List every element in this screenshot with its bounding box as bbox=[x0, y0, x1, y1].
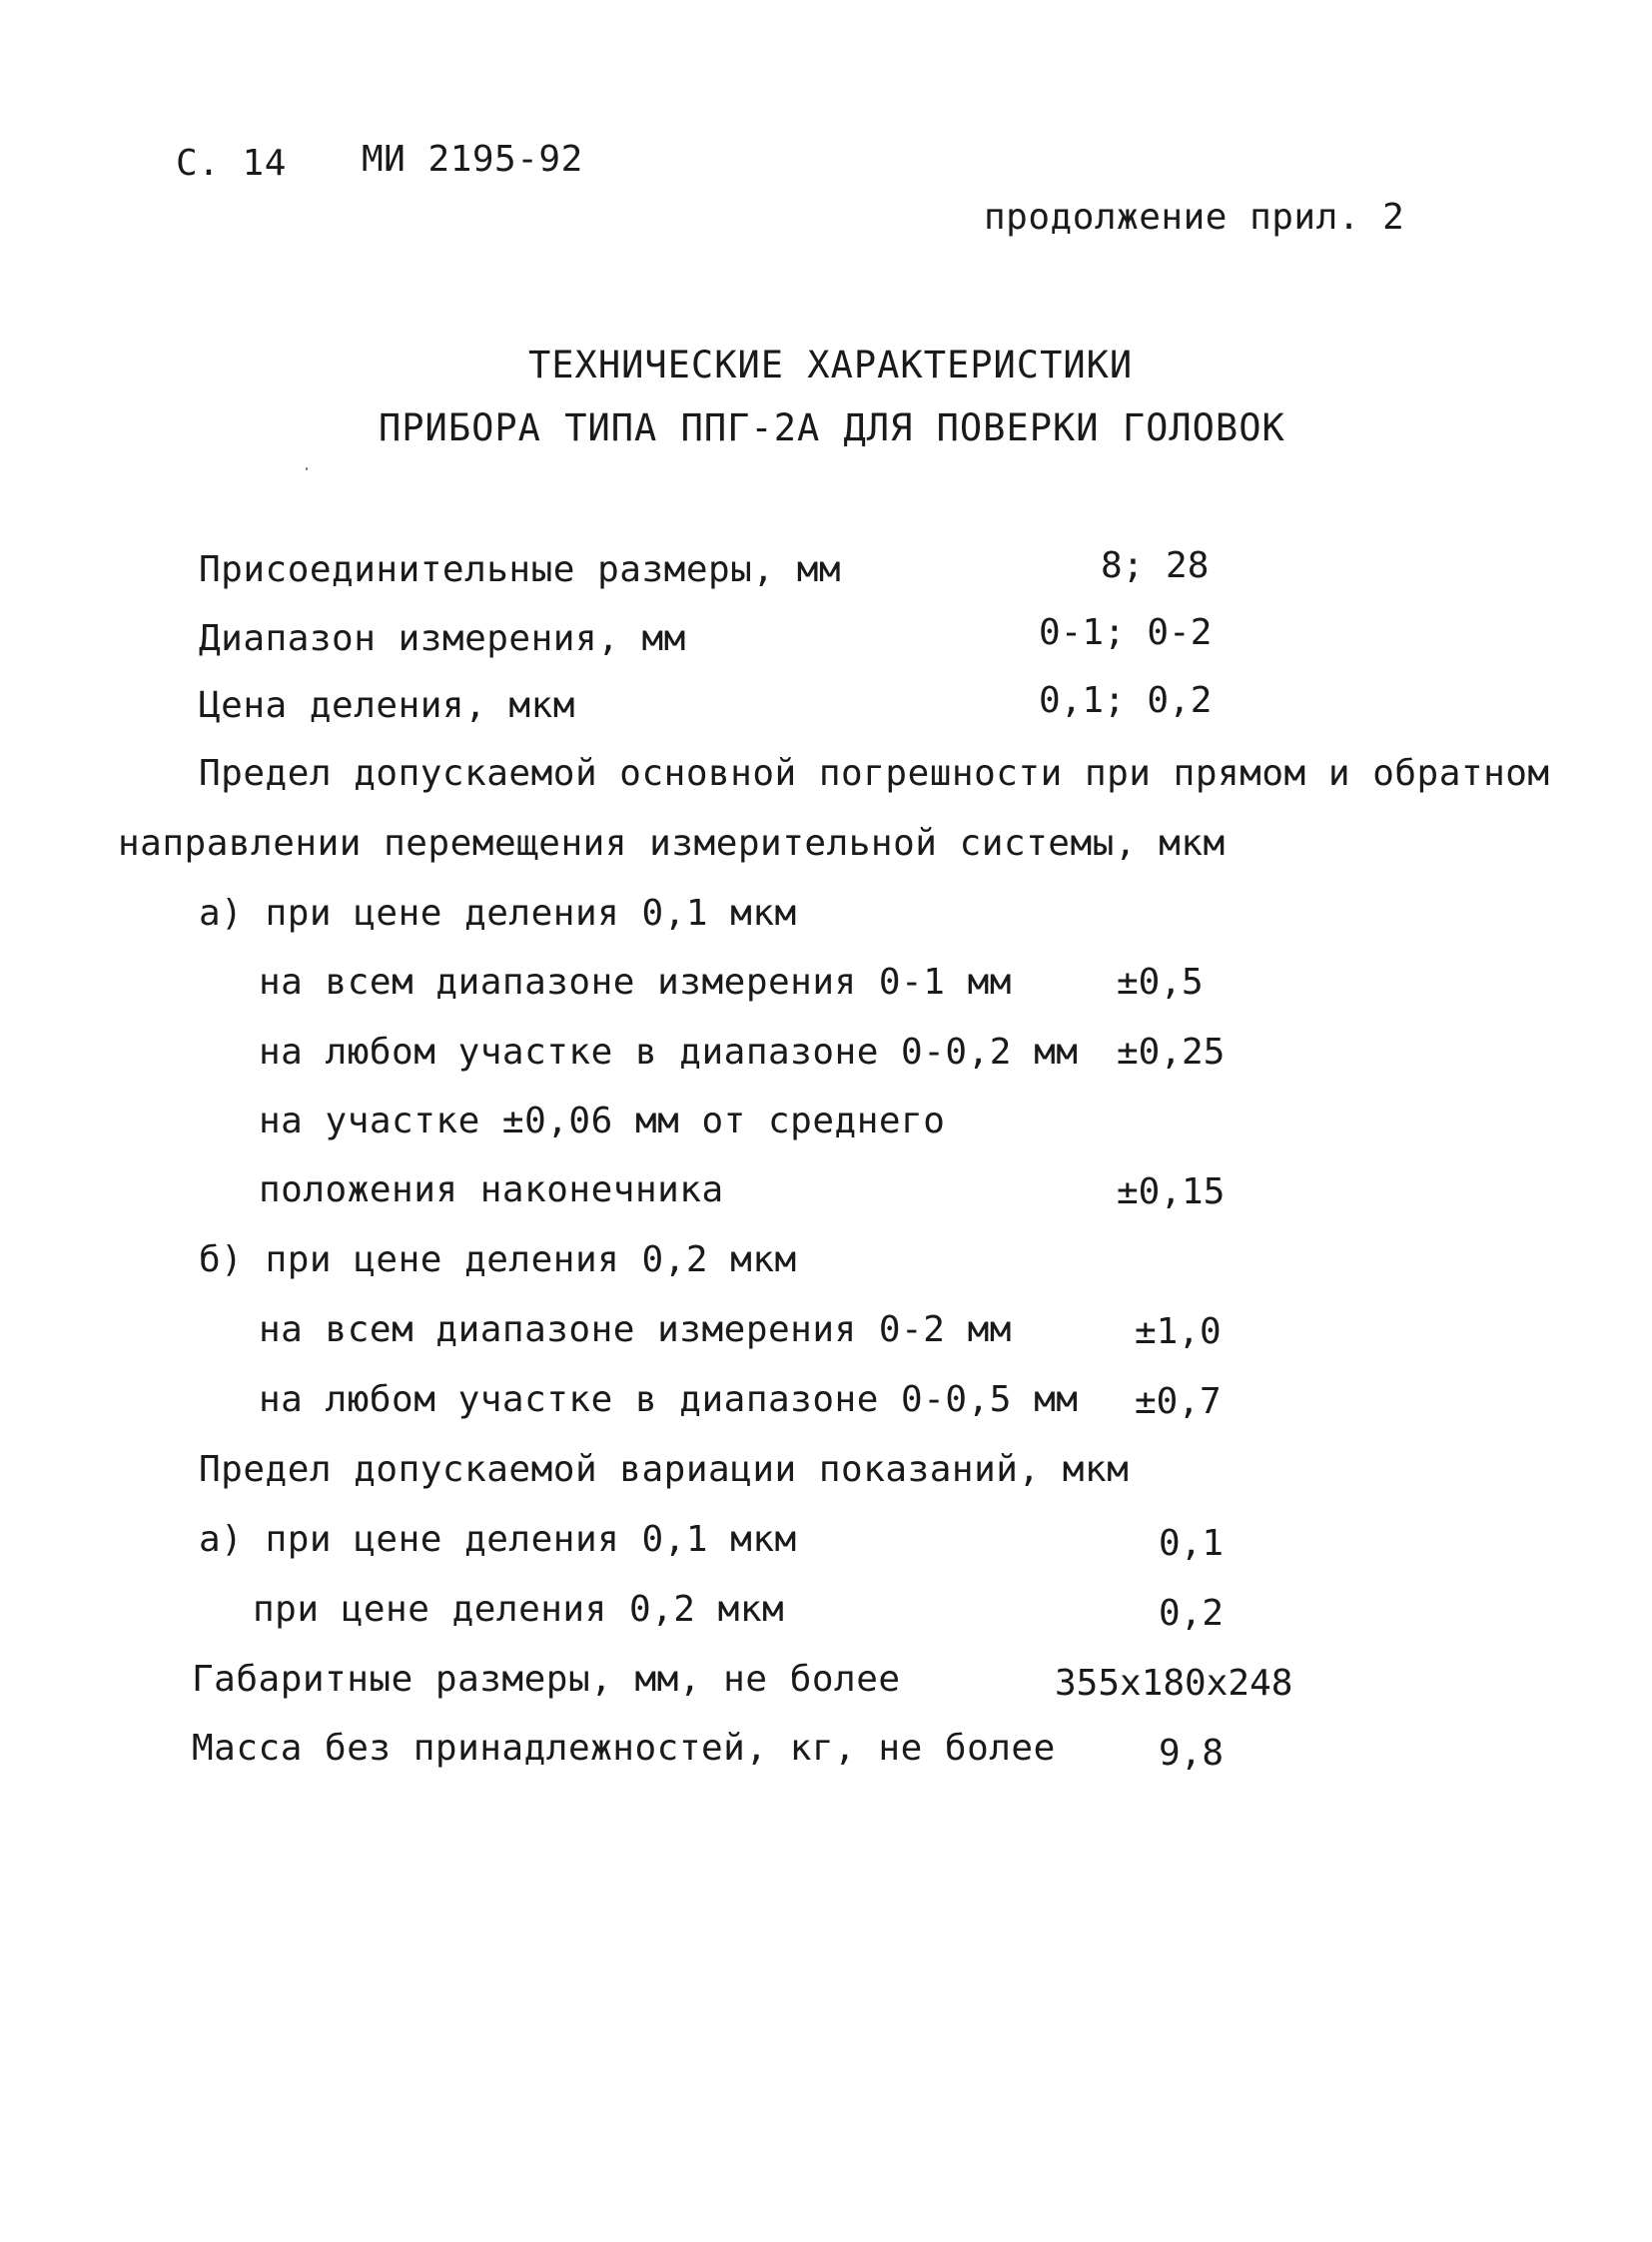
division-label: Цена деления, мкм bbox=[199, 685, 575, 726]
a3-value: ±0,15 bbox=[1117, 1171, 1226, 1212]
subsection-a-heading: а) при цене деления 0,1 мкм bbox=[199, 893, 797, 934]
title-line-2: ПРИБОРА ТИПА ППГ-2А ДЛЯ ПОВЕРКИ ГОЛОВОК bbox=[379, 406, 1285, 449]
a3-label-line-2: положения наконечника bbox=[259, 1169, 724, 1210]
continuation-note: продолжение прил. 2 bbox=[984, 197, 1405, 238]
a1-value: ±0,5 bbox=[1117, 962, 1204, 1003]
error-intro-line-1: Предел допускаемой основной погрешности при прямом и обратном bbox=[199, 753, 1550, 794]
range-label: Диапазон измерения, мм bbox=[199, 618, 686, 659]
division-value: 0,1; 0,2 bbox=[1039, 680, 1213, 721]
mass-label: Масса без принадлежностей, кг, не более bbox=[192, 1728, 1056, 1769]
b2-value: ±0,7 bbox=[1135, 1381, 1222, 1422]
range-value: 0-1; 0-2 bbox=[1039, 612, 1213, 653]
variation-label: Предел допускаемой вариации показаний, мкм bbox=[199, 1449, 1130, 1490]
a2-label: на любом участке в диапазоне 0-0,2 мм bbox=[259, 1032, 1079, 1073]
b1-value: ±1,0 bbox=[1135, 1311, 1222, 1352]
dimensions-value: 355х180х248 bbox=[1055, 1663, 1293, 1704]
b2-label: на любом участке в диапазоне 0-0,5 мм bbox=[259, 1379, 1079, 1420]
mass-value: 9,8 bbox=[1159, 1733, 1225, 1774]
v2-value: 0,2 bbox=[1159, 1593, 1225, 1634]
a1-label: на всем диапазоне измерения 0-1 мм bbox=[259, 962, 1012, 1003]
a2-value: ±0,25 bbox=[1117, 1032, 1226, 1073]
scan-speck bbox=[306, 467, 308, 470]
b1-label: на всем диапазоне измерения 0-2 мм bbox=[259, 1309, 1012, 1350]
a3-label-line-1: на участке ±0,06 мм от среднего bbox=[259, 1101, 946, 1141]
dimensions-label: Габаритные размеры, мм, не более bbox=[192, 1659, 901, 1700]
page-number: С. 14 bbox=[176, 143, 287, 184]
v1-value: 0,1 bbox=[1159, 1523, 1225, 1564]
v1-label: а) при цене деления 0,1 мкм bbox=[199, 1519, 797, 1560]
title-line-1: ТЕХНИЧЕСКИЕ ХАРАКТЕРИСТИКИ bbox=[528, 344, 1134, 386]
connect-value: 8; 28 bbox=[1101, 545, 1210, 586]
v2-label: при цене деления 0,2 мкм bbox=[253, 1589, 785, 1630]
document-code: МИ 2195-92 bbox=[362, 139, 583, 180]
subsection-b-heading: б) при цене деления 0,2 мкм bbox=[199, 1239, 797, 1280]
error-intro-line-2: направлении перемещения измерительной системы, мкм bbox=[118, 823, 1226, 864]
connect-label: Присоединительные размеры, мм bbox=[199, 549, 842, 590]
